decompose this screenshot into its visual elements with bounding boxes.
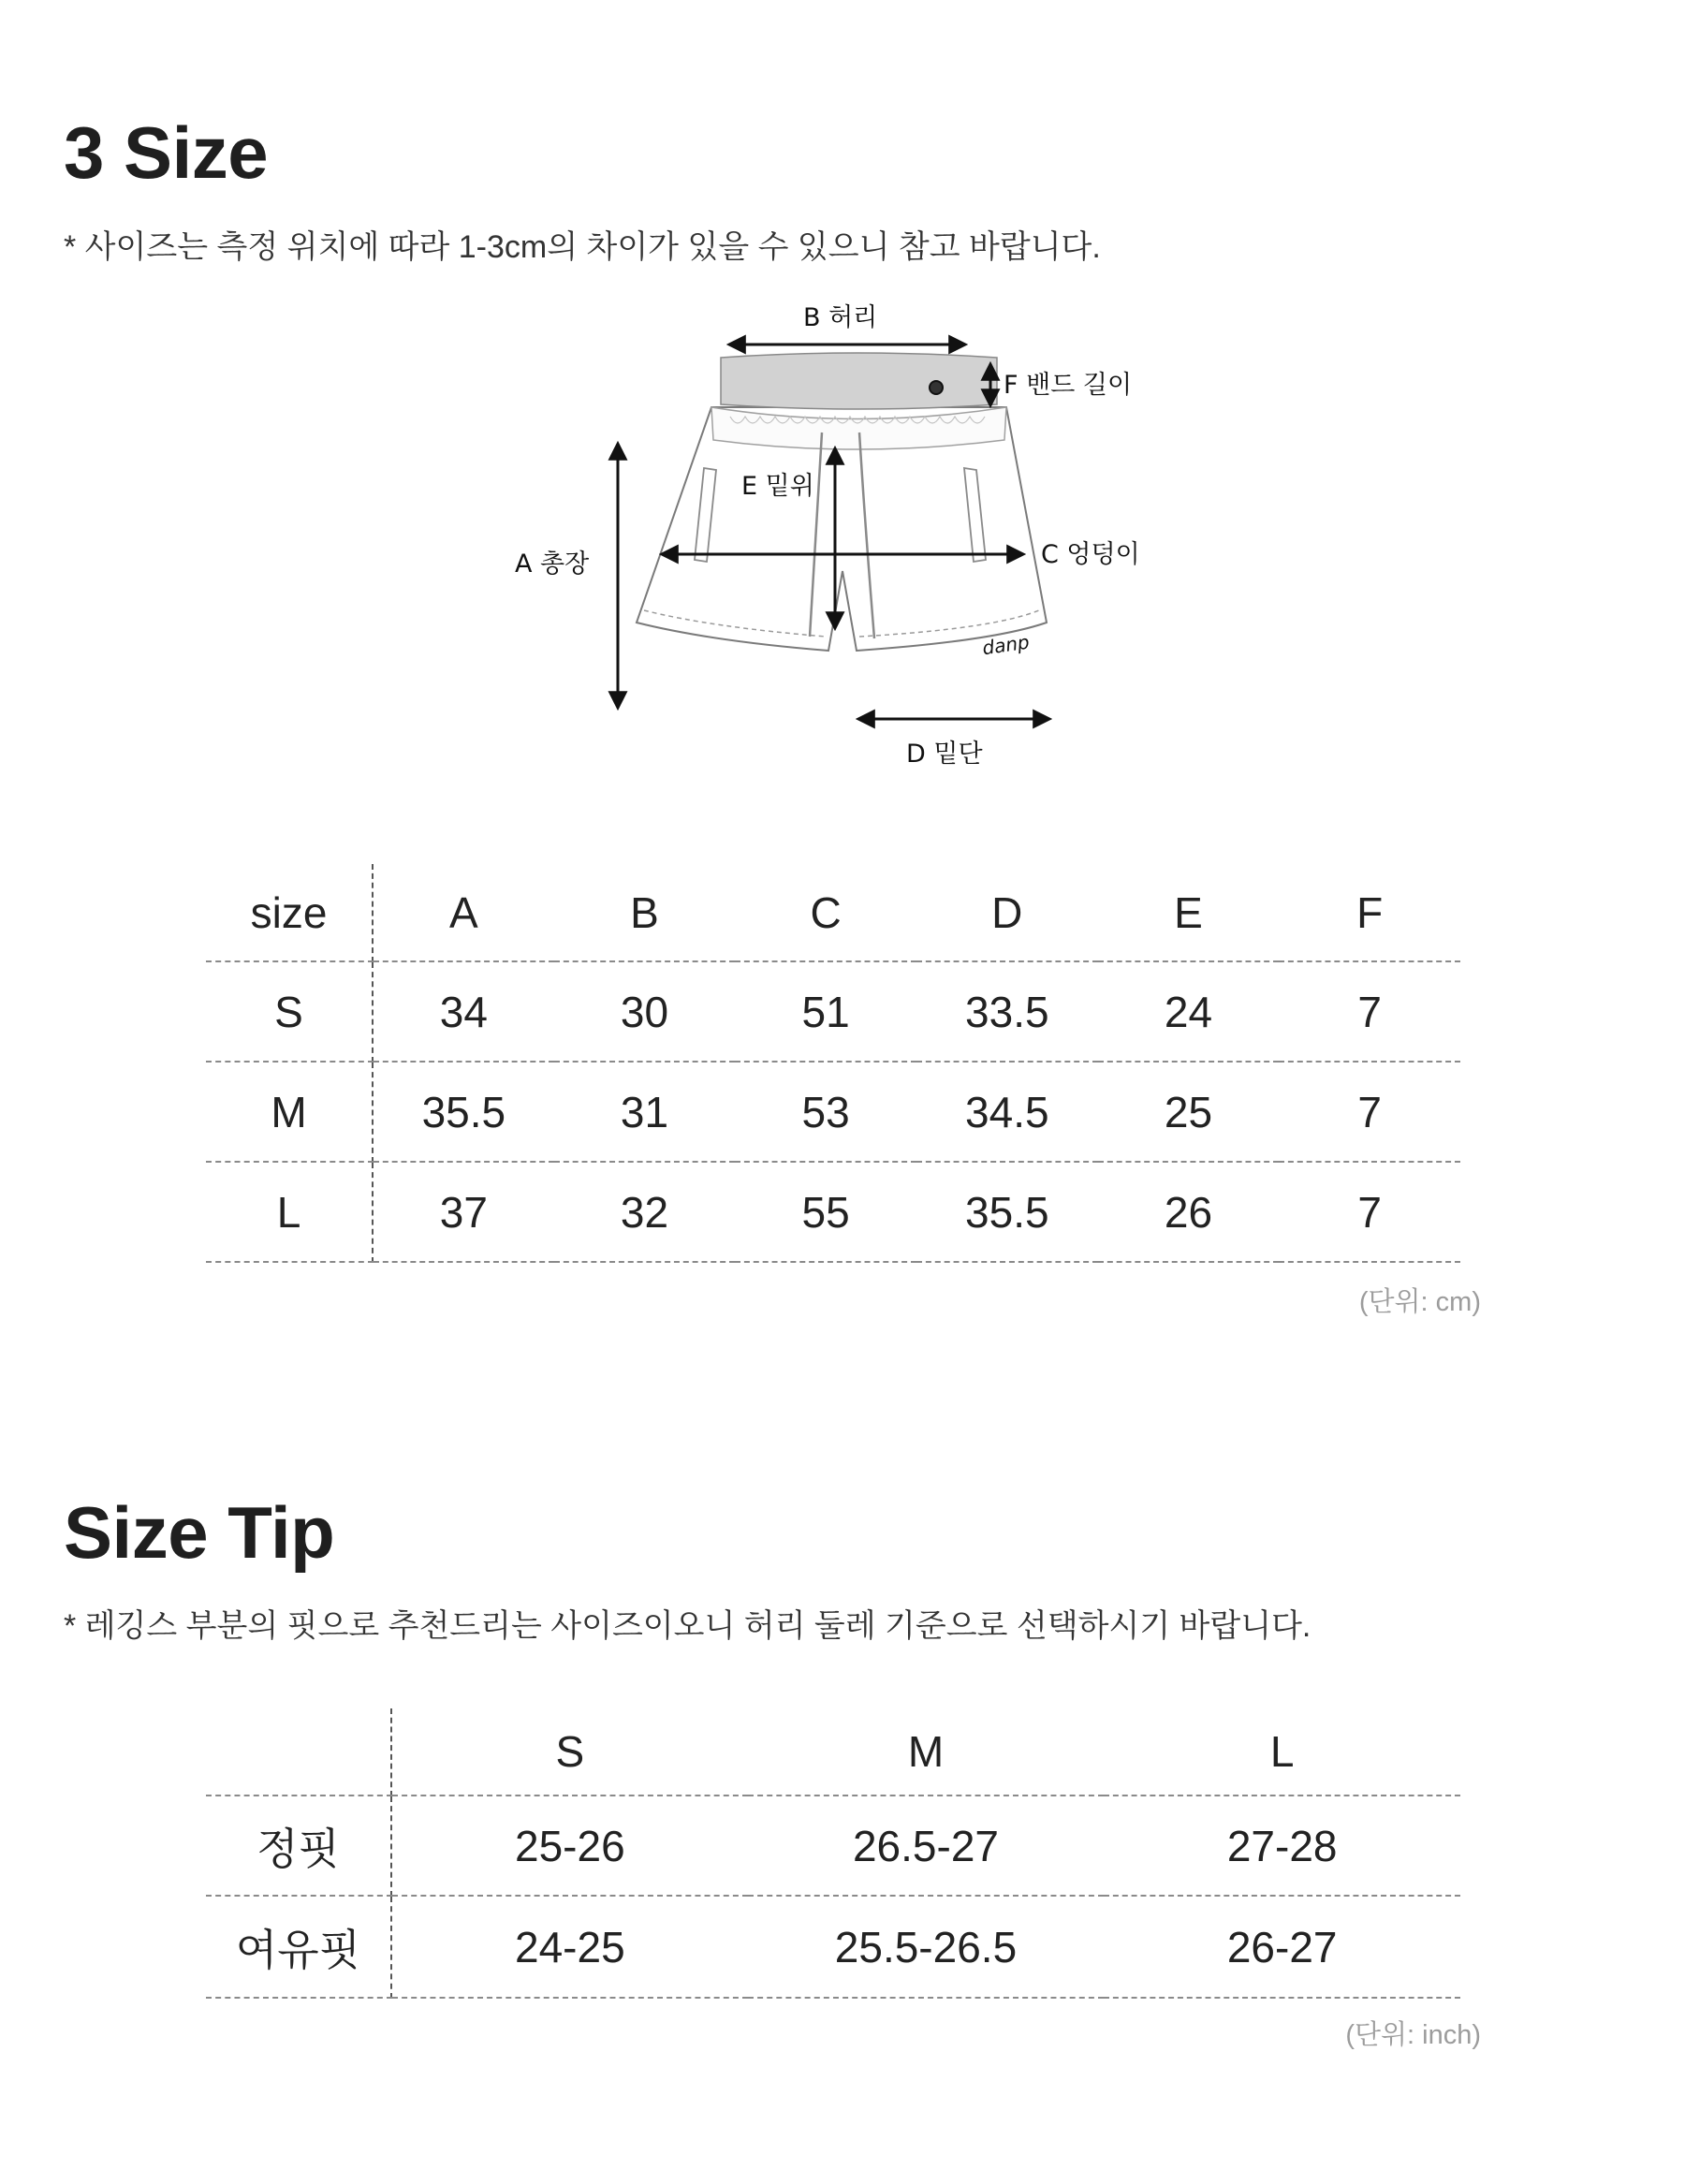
size-note: * 사이즈는 측정 위치에 따라 1-3cm의 차이가 있을 수 있으니 참고 바랍니다. — [64, 229, 1101, 265]
row-size-label: M — [206, 1062, 373, 1162]
size-table-header — [206, 864, 1460, 961]
table-cell: 53 — [735, 1062, 916, 1162]
header-cell: D — [916, 864, 1098, 961]
table-cell: 55 — [735, 1162, 916, 1262]
label-e: E 밑위 — [741, 472, 814, 501]
table-cell: 7 — [1279, 1062, 1460, 1162]
unit-inch: (단위: inch) — [1345, 2020, 1481, 2050]
row-fit-label: 여유핏 — [206, 1896, 391, 1998]
table-row — [206, 1896, 1460, 1998]
table-row — [206, 1162, 1460, 1262]
table-cell: 26-27 — [1104, 1896, 1460, 1998]
label-a: A 총장 — [515, 550, 590, 579]
header-cell — [206, 1708, 391, 1796]
size-table — [206, 864, 1460, 1263]
table-cell: 24-25 — [391, 1896, 748, 1998]
header-cell: F — [1279, 864, 1460, 961]
label-f: F 밴드 길이 — [1004, 371, 1133, 400]
table-cell: 26 — [1098, 1162, 1280, 1262]
tip-title: Size Tip — [64, 1491, 335, 1574]
table-cell: 30 — [554, 961, 736, 1062]
size-title: 3 Size — [64, 111, 269, 194]
tip-table-header — [206, 1708, 1460, 1796]
row-size-label: S — [206, 961, 373, 1062]
table-cell: 34.5 — [916, 1062, 1098, 1162]
row-size-label: L — [206, 1162, 373, 1262]
table-cell: 33.5 — [916, 961, 1098, 1062]
table-cell: 26.5-27 — [748, 1796, 1105, 1896]
header-cell: E — [1098, 864, 1280, 961]
table-cell: 32 — [554, 1162, 736, 1262]
tip-note: * 레깅스 부분의 핏으로 추천드리는 사이즈이오니 허리 둘레 기준으로 선택하시기 바랍니다. — [64, 1608, 1311, 1644]
unit-cm: (단위: cm) — [1358, 1287, 1481, 1317]
table-cell: 31 — [554, 1062, 736, 1162]
waistband — [721, 353, 997, 409]
table-cell: 24 — [1098, 961, 1280, 1062]
shorts-diagram — [487, 290, 1198, 786]
table-cell: 7 — [1279, 961, 1460, 1062]
table-cell: 25-26 — [391, 1796, 748, 1896]
header-cell: C — [735, 864, 916, 961]
table-cell: 25.5-26.5 — [748, 1896, 1105, 1998]
label-c: C 엉덩이 — [1041, 540, 1140, 569]
table-row — [206, 961, 1460, 1062]
row-fit-label: 정핏 — [206, 1796, 391, 1896]
table-cell: 25 — [1098, 1062, 1280, 1162]
table-row — [206, 1796, 1460, 1896]
table-cell: 35.5 — [916, 1162, 1098, 1262]
table-cell: 7 — [1279, 1162, 1460, 1262]
table-cell: 27-28 — [1104, 1796, 1460, 1896]
label-b: B 허리 — [803, 303, 878, 332]
header-cell: B — [554, 864, 736, 961]
header-cell: A — [373, 864, 554, 961]
table-cell: 35.5 — [373, 1062, 554, 1162]
tip-table — [206, 1708, 1460, 1999]
table-cell: 34 — [373, 961, 554, 1062]
label-d: D 밑단 — [906, 740, 983, 769]
header-cell: size — [206, 864, 373, 961]
brand-logo: danp — [980, 630, 1032, 660]
header-cell: M — [748, 1708, 1105, 1796]
header-cell: S — [391, 1708, 748, 1796]
table-row — [206, 1062, 1460, 1162]
table-cell: 37 — [373, 1162, 554, 1262]
button-icon — [930, 381, 943, 394]
header-cell: L — [1104, 1708, 1460, 1796]
table-cell: 51 — [735, 961, 916, 1062]
